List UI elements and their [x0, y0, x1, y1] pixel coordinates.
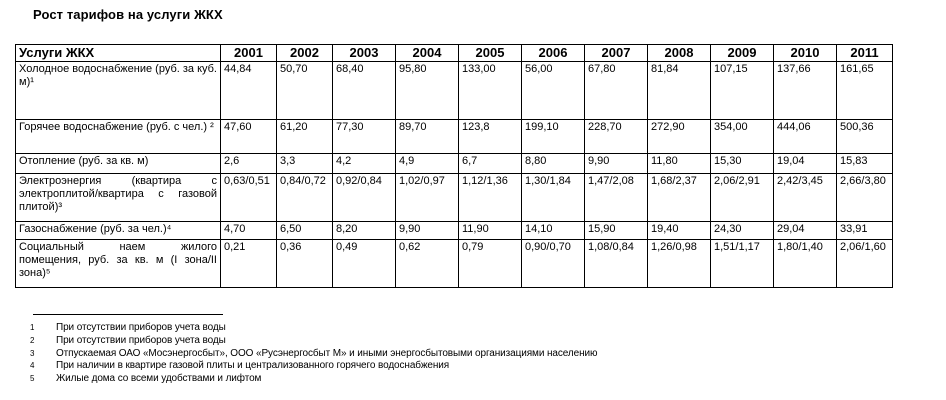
tariff-value-cell: 0,90/0,70 — [522, 240, 585, 288]
footnote-item — [30, 322, 597, 335]
tariff-value-cell: 1,68/2,37 — [648, 174, 711, 222]
tariff-value-cell: 56,00 — [522, 62, 585, 120]
column-header: 2003 — [333, 45, 396, 62]
service-name-cell: Отопление (руб. за кв. м) — [16, 154, 221, 174]
tariff-value-cell: 1,51/1,17 — [711, 240, 774, 288]
tariff-value-cell: 137,66 — [774, 62, 837, 120]
tariff-value-cell: 228,70 — [585, 120, 648, 154]
footnote-number: 1 — [30, 323, 35, 332]
column-header: 2005 — [459, 45, 522, 62]
footnote-item — [30, 348, 597, 361]
tariff-value-cell: 444,06 — [774, 120, 837, 154]
tariff-value-cell: 2,06/1,60 — [837, 240, 893, 288]
tariff-value-cell: 272,90 — [648, 120, 711, 154]
tariff-value-cell: 24,30 — [711, 222, 774, 240]
tariff-value-cell: 95,80 — [396, 62, 459, 120]
table-row — [16, 120, 893, 154]
tariff-value-cell: 0,79 — [459, 240, 522, 288]
service-name-cell: Холодное водоснабжение (руб. за куб. м)¹ — [16, 62, 221, 120]
tariff-value-cell: 2,66/3,80 — [837, 174, 893, 222]
tariff-value-cell: 61,20 — [277, 120, 333, 154]
footnote-divider — [33, 314, 223, 315]
tariff-value-cell: 123,8 — [459, 120, 522, 154]
tariff-value-cell: 9,90 — [585, 154, 648, 174]
tariff-value-cell: 2,06/2,91 — [711, 174, 774, 222]
tariff-value-cell: 11,90 — [459, 222, 522, 240]
column-header: 2009 — [711, 45, 774, 62]
tariff-value-cell: 161,65 — [837, 62, 893, 120]
tariff-value-cell: 77,30 — [333, 120, 396, 154]
footnotes — [30, 322, 597, 386]
footnote-number: 4 — [30, 361, 35, 371]
tariff-value-cell: 0,63/0,51 — [221, 174, 277, 222]
tariff-value-cell: 44,84 — [221, 62, 277, 120]
tariff-value-cell: 107,15 — [711, 62, 774, 120]
column-header: 2007 — [585, 45, 648, 62]
tariff-value-cell: 1,47/2,08 — [585, 174, 648, 222]
table-header-row — [16, 45, 893, 62]
footnote-number: 5 — [30, 374, 35, 384]
tariff-value-cell: 2,42/3,45 — [774, 174, 837, 222]
table-row — [16, 222, 893, 240]
tariff-value-cell: 89,70 — [396, 120, 459, 154]
tariff-value-cell: 1,12/1,36 — [459, 174, 522, 222]
footnote-item — [30, 335, 597, 348]
service-name-cell: Социальный наем жилого помещения, руб. за кв. м (I зона/II зона)⁵ — [16, 240, 221, 288]
tariff-value-cell: 2,6 — [221, 154, 277, 174]
tariff-value-cell: 19,40 — [648, 222, 711, 240]
tariff-value-cell: 11,80 — [648, 154, 711, 174]
tariff-value-cell: 199,10 — [522, 120, 585, 154]
tariff-value-cell: 1,26/0,98 — [648, 240, 711, 288]
table-row — [16, 240, 893, 288]
tariff-value-cell: 81,84 — [648, 62, 711, 120]
service-name-cell: Электроэнергия (квартира с электроплитой/квартира с газовой плитой)³ — [16, 174, 221, 222]
tariff-value-cell: 67,80 — [585, 62, 648, 120]
tariff-value-cell: 68,40 — [333, 62, 396, 120]
tariff-value-cell: 33,91 — [837, 222, 893, 240]
tariff-value-cell: 500,36 — [837, 120, 893, 154]
tariff-value-cell: 6,7 — [459, 154, 522, 174]
tariff-value-cell: 0,36 — [277, 240, 333, 288]
tariff-value-cell: 29,04 — [774, 222, 837, 240]
column-header: 2008 — [648, 45, 711, 62]
tariff-value-cell: 1,30/1,84 — [522, 174, 585, 222]
tariff-value-cell: 19,04 — [774, 154, 837, 174]
tariff-value-cell: 1,80/1,40 — [774, 240, 837, 288]
footnote-item — [30, 360, 597, 373]
table-row — [16, 174, 893, 222]
tariff-value-cell: 0,92/0,84 — [333, 174, 396, 222]
tariff-value-cell: 0,49 — [333, 240, 396, 288]
footnote-text: Жилые дома со всеми удобствами и лифтом — [56, 373, 262, 385]
tariff-value-cell: 15,30 — [711, 154, 774, 174]
column-header: 2001 — [221, 45, 277, 62]
tariff-value-cell: 6,50 — [277, 222, 333, 240]
tariff-value-cell: 4,9 — [396, 154, 459, 174]
tariff-value-cell: 4,2 — [333, 154, 396, 174]
tariff-value-cell: 1,08/0,84 — [585, 240, 648, 288]
column-header: Услуги ЖКХ — [16, 45, 221, 62]
tariff-value-cell: 8,20 — [333, 222, 396, 240]
footnote-item — [30, 373, 597, 386]
footnote-text: При отсутствии приборов учета воды — [56, 322, 226, 333]
column-header: 2010 — [774, 45, 837, 62]
tariff-value-cell: 0,62 — [396, 240, 459, 288]
tariff-value-cell: 14,10 — [522, 222, 585, 240]
tariff-value-cell: 50,70 — [277, 62, 333, 120]
tariff-value-cell: 15,83 — [837, 154, 893, 174]
tariff-value-cell: 9,90 — [396, 222, 459, 240]
column-header: 2006 — [522, 45, 585, 62]
tariff-value-cell: 47,60 — [221, 120, 277, 154]
service-name-cell: Газоснабжение (руб. за чел.)⁴ — [16, 222, 221, 240]
service-name-cell: Горячее водоснабжение (руб. с чел.) ² — [16, 120, 221, 154]
footnote-number: 2 — [30, 335, 35, 345]
tariff-value-cell: 3,3 — [277, 154, 333, 174]
tariff-value-cell: 1,02/0,97 — [396, 174, 459, 222]
footnote-text: При наличии в квартире газовой плиты и централизованного горячего водоснабжения — [56, 360, 450, 372]
tariff-value-cell: 4,70 — [221, 222, 277, 240]
table-row — [16, 62, 893, 120]
page-title: Рост тарифов на услуги ЖКХ — [33, 7, 223, 22]
column-header: 2004 — [396, 45, 459, 62]
tariff-value-cell: 354,00 — [711, 120, 774, 154]
tariff-value-cell: 15,90 — [585, 222, 648, 240]
tariffs-table — [15, 44, 893, 288]
tariff-value-cell: 8,80 — [522, 154, 585, 174]
footnote-number: 3 — [30, 348, 35, 358]
tariff-value-cell: 0,84/0,72 — [277, 174, 333, 222]
tariff-value-cell: 133,00 — [459, 62, 522, 120]
tariff-value-cell: 0,21 — [221, 240, 277, 288]
footnote-text: При отсутствии приборов учета воды — [56, 334, 226, 346]
footnote-text: Отпускаемая ОАО «Мосэнергосбыт», ООО «Русэнергосбыт М» и иными энергосбытовыми организациями населению — [56, 347, 598, 359]
table-row — [16, 154, 893, 174]
column-header: 2011 — [837, 45, 893, 62]
column-header: 2002 — [277, 45, 333, 62]
